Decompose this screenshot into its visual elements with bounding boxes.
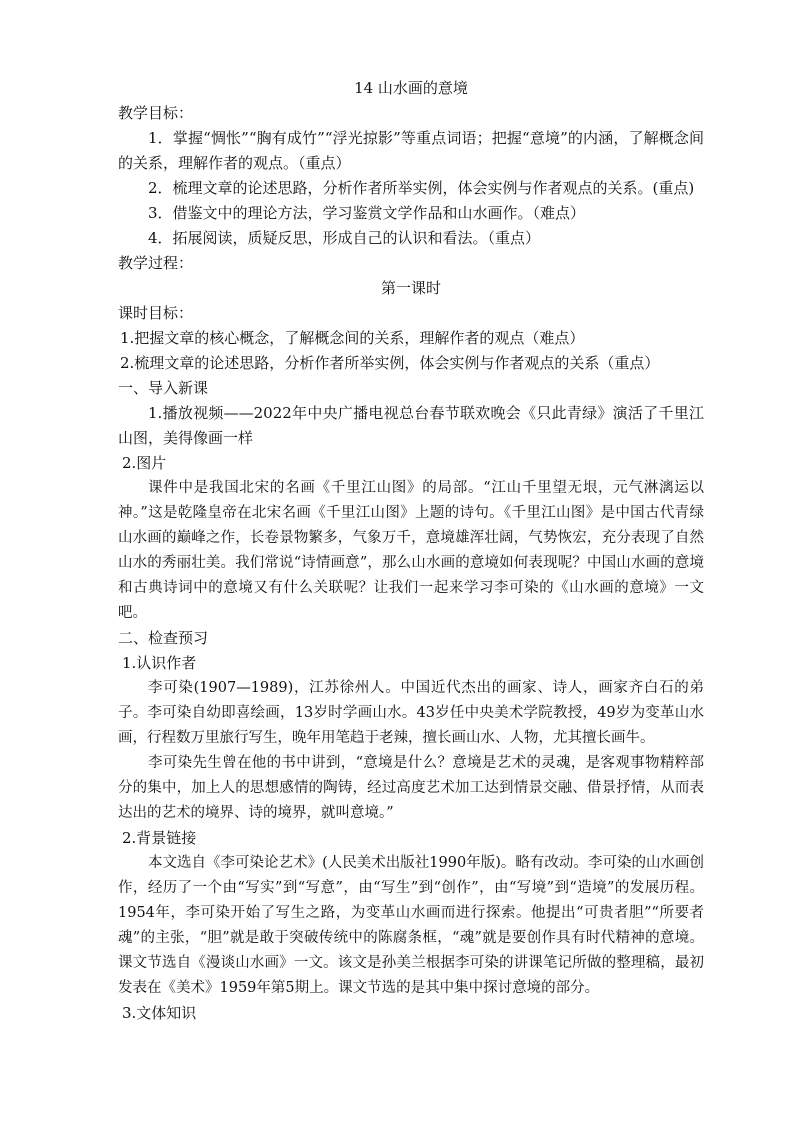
goal-item: 3．借鉴文中的理论方法，学习鉴赏文学作品和山水画作。（难点）: [148, 204, 586, 222]
goal-item: 1．掌握“惆怅”“胸有成竹”“浮光掠影”等重点词语；把握“意境”的内涵，了解概念间的关系，理解作者的观点。（重点）: [118, 129, 704, 172]
goal-item: 4．拓展阅读，质疑反思，形成自己的认识和看法。（重点）: [148, 229, 541, 247]
goal-item: 2．梳理文章的论述思路，分析作者所举实例，体会实例与作者观点的关系。(重点): [148, 179, 695, 197]
process-heading: 教学过程：: [118, 254, 194, 272]
class-period-title: 第一课时: [380, 279, 441, 297]
section-heading: 一、导入新课: [118, 379, 209, 397]
document-body: [118, 76, 704, 1026]
goals-heading: 教学目标：: [118, 104, 194, 122]
preview-subheading: 2.背景链接: [122, 829, 197, 847]
background-paragraph: 本文选自《李可染论艺术》(人民美术出版社1990年版)。略有改动。李可染的山水画创作，经历了一个由“写实”到“写意”，由“写生”到“创作”，由“写境”到“造境”的发展历程。1954年，李可染开始了写生之路，为变革山水画而进行探索。他提出“可贵者胆”“所要者魂”的主张，“胆”就是敢于突破传统中的陈腐条框，“魂”就是要创作具有时代精神的意境。课文节选自《漫谈山水画》一文。该文是孙美兰根据李可染的讲课笔记所做的整理稿，最初发表在《美术》1959年第5期上。课文节选的是其中集中探讨意境的部分。: [118, 855, 704, 996]
preview-subheading: 3.文体知识: [122, 1004, 197, 1022]
lesson-goal-item: 2.梳理文章的论述思路，分析作者所举实例，体会实例与作者观点的关系（重点）: [120, 354, 660, 372]
lesson-goal-item: 1.把握文章的核心概念，了解概念间的关系，理解作者的观点（难点）: [120, 329, 585, 347]
author-paragraph: 李可染(1907—1989)，江苏徐州人。中国近代杰出的画家、诗人，画家齐白石的弟子。李可染自幼即喜绘画，13岁时学画山水。43岁任中央美术学院教授，49岁为变革山水画，行程数万里旅行写生，晚年用笔趋于老辣，擅长画山水、人物，尤其擅长画牛。: [118, 680, 704, 746]
lesson-title: 14 山水画的意境: [354, 79, 468, 97]
preview-subheading: 1.认识作者: [122, 654, 197, 672]
intro-subheading: 2.图片: [122, 454, 167, 472]
author-quote-paragraph: 李可染先生曾在他的书中讲到，“意境是什么？意境是艺术的灵魂，是客观事物精粹部分的集中，加上人的思想感情的陶铸，经过高度艺术加工达到情景交融、借景抒情，从而表达出的艺术的境界、诗的境界，就叫意境。”: [118, 755, 704, 821]
lesson-goals-heading: 课时目标：: [118, 304, 194, 322]
section-heading: 二、检查预习: [118, 629, 209, 647]
intro-item: 1.播放视频——2022年中央广播电视总台春节联欢晚会《只此青绿》演活了千里江山图，美得像画一样: [118, 404, 704, 447]
intro-paragraph: 课件中是我国北宋的名画《千里江山图》的局部。“江山千里望无垠，元气淋漓运以神。”这是乾隆皇帝在北宋名画《千里江山图》上题的诗句。《千里江山图》是中国古代青绿山水画的巅峰之作，长卷景物繁多，气象万千，意境雄浑壮阔，气势恢宏，充分表现了自然山水的秀丽壮美。我们常说“诗情画意”，那么山水画的意境如何表现呢？中国山水画的意境和古典诗词中的意境又有什么关联呢？让我们一起来学习李可染的《山水画的意境》一文吧。: [118, 480, 704, 621]
